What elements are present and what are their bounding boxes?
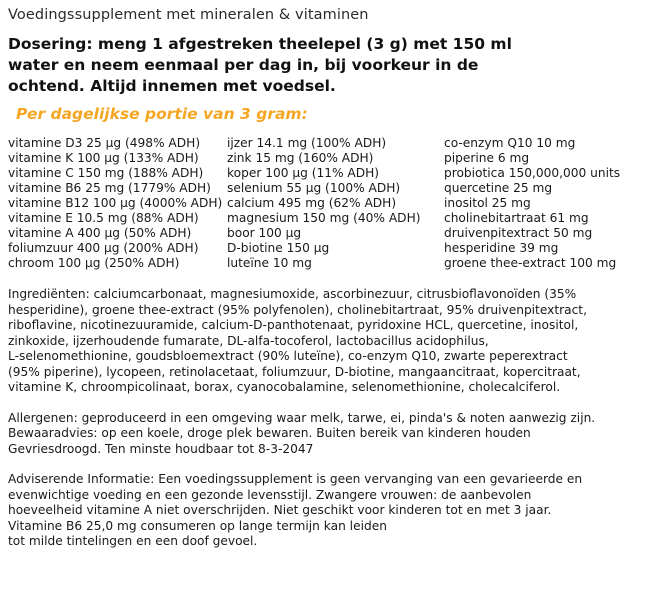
nutrient-item: piperine 6 mg (444, 151, 530, 165)
ingredients-line: vitamine K, chroompicolinaat, borax, cyanocobalamine, selenomethionine, cholecalciferol. (8, 380, 561, 394)
nutrient-item: magnesium 150 mg (40% ADH) (227, 211, 421, 225)
shelf-life-line: Gevriesdroogd. Ten minste houdbaar tot 8-3-2047 (8, 441, 314, 456)
nutrient-item: chroom 100 µg (250% ADH) (8, 256, 180, 270)
nutrient-item: vitamine A 400 µg (50% ADH) (8, 226, 192, 240)
ingredients-line: zinkoxide, ijzerhoudende fumarate, DL-alfa-tocoferol, lactobacillus acidophilus, (8, 333, 489, 348)
ingredients-line: hesperidine), groene thee-extract (95% polyfenolen), cholinebitartraat, 95% druivenpitextract, (8, 302, 587, 317)
dosage-line: water en neem eenmaal per dag in, bij voorkeur in de (8, 56, 479, 74)
advice-line: evenwichtige voeding en een gezonde levensstijl. Zwangere vrouwen: de aanbevolen (8, 487, 532, 502)
nutrient-item: vitamine K 100 µg (133% ADH) (8, 151, 199, 165)
nutrient-item: vitamine B6 25 mg (1779% ADH) (8, 181, 211, 195)
nutrient-item: quercetine 25 mg (444, 181, 553, 195)
nutrient-item: druivenpitextract 50 mg (444, 226, 593, 240)
nutrient-item: ijzer 14.1 mg (100% ADH) (227, 136, 387, 150)
nutrient-item: vitamine C 150 mg (188% ADH) (8, 166, 204, 180)
nutrient-item: zink 15 mg (160% ADH) (227, 151, 374, 165)
nutrient-item: calcium 495 mg (62% ADH) (227, 196, 397, 210)
advice-paragraph (8, 472, 653, 550)
nutrient-item: foliumzuur 400 µg (200% ADH) (8, 241, 199, 255)
nutrient-item: co-enzym Q10 10 mg (444, 136, 576, 150)
nutrient-item: cholinebitartraat 61 mg (444, 211, 589, 225)
nutrient-item: inositol 25 mg (444, 196, 531, 210)
advice-line: tot milde tintelingen en een doof gevoel. (8, 534, 258, 548)
nutrient-table (8, 136, 658, 271)
ingredients-line: Ingrediënten: calciumcarbonaat, magnesiumoxide, ascorbinezuur, citrusbioflavonoïden (35% (8, 287, 577, 301)
nutrient-item: selenium 55 µg (100% ADH) (227, 181, 401, 195)
nutrient-item: vitamine E 10.5 mg (88% ADH) (8, 211, 199, 225)
ingredients-line: L-selenomethionine, goudsbloemextract (90% luteïne), co-enzym Q10, zwarte peperextract (8, 349, 568, 363)
dosage-line: ochtend. Altijd innemen met voedsel. (8, 77, 336, 95)
nutrient-item: boor 100 µg (227, 226, 302, 240)
ingredients-line: riboflavine, nicotinezuuramide, calcium-D-panthotenaat, pyridoxine HCL, quercetine, inositol, (8, 318, 579, 332)
advice-line: Adviserende Informatie: Een voedingssupplement is geen vervanging van een gevarieerde en (8, 472, 583, 486)
nutrient-item: D-biotine 150 µg (227, 241, 330, 255)
ingredients-paragraph (8, 287, 653, 396)
dosage-instructions (8, 34, 568, 97)
storage-line: Bewaaradvies: op een koele, droge plek bewaren. Buiten bereik van kinderen houden (8, 426, 531, 440)
nutrient-column-1 (8, 136, 227, 271)
dosage-line: Dosering: meng 1 afgestreken theelepel (3 g) met 150 ml (8, 35, 512, 53)
product-subtitle: Voedingssupplement met mineralen & vitaminen (8, 7, 369, 23)
portion-heading: Per dagelijkse portie van 3 gram: (16, 105, 308, 123)
ingredients-line: (95% piperine), lycopeen, retinolacetaat, foliumzuur, D-biotine, mangaancitraat, kopercitraat, (8, 364, 581, 379)
nutrient-item: hesperidine 39 mg (444, 241, 559, 255)
advice-line: hoeveelheid vitamine A niet overschrijden. Niet geschikt voor kinderen tot en met 3 jaar. (8, 503, 552, 517)
nutrient-item: probiotica 150,000,000 units (444, 166, 621, 180)
allergens-line: Allergenen: geproduceerd in een omgeving waar melk, tarwe, ei, pinda's & noten aanwezig zijn. (8, 410, 596, 425)
nutrient-item: groene thee-extract 100 mg (444, 256, 617, 270)
advice-line: Vitamine B6 25,0 mg consumeren op lange termijn kan leiden (8, 518, 387, 533)
allergens-storage-paragraph (8, 411, 653, 458)
nutrient-item: vitamine B12 100 µg (4000% ADH) (8, 196, 223, 210)
nutrient-item: vitamine D3 25 µg (498% ADH) (8, 136, 201, 150)
nutrient-item: luteïne 10 mg (227, 256, 312, 270)
nutrient-item: koper 100 µg (11% ADH) (227, 166, 380, 180)
nutrient-column-3 (444, 136, 654, 271)
nutrient-column-2 (227, 136, 444, 271)
